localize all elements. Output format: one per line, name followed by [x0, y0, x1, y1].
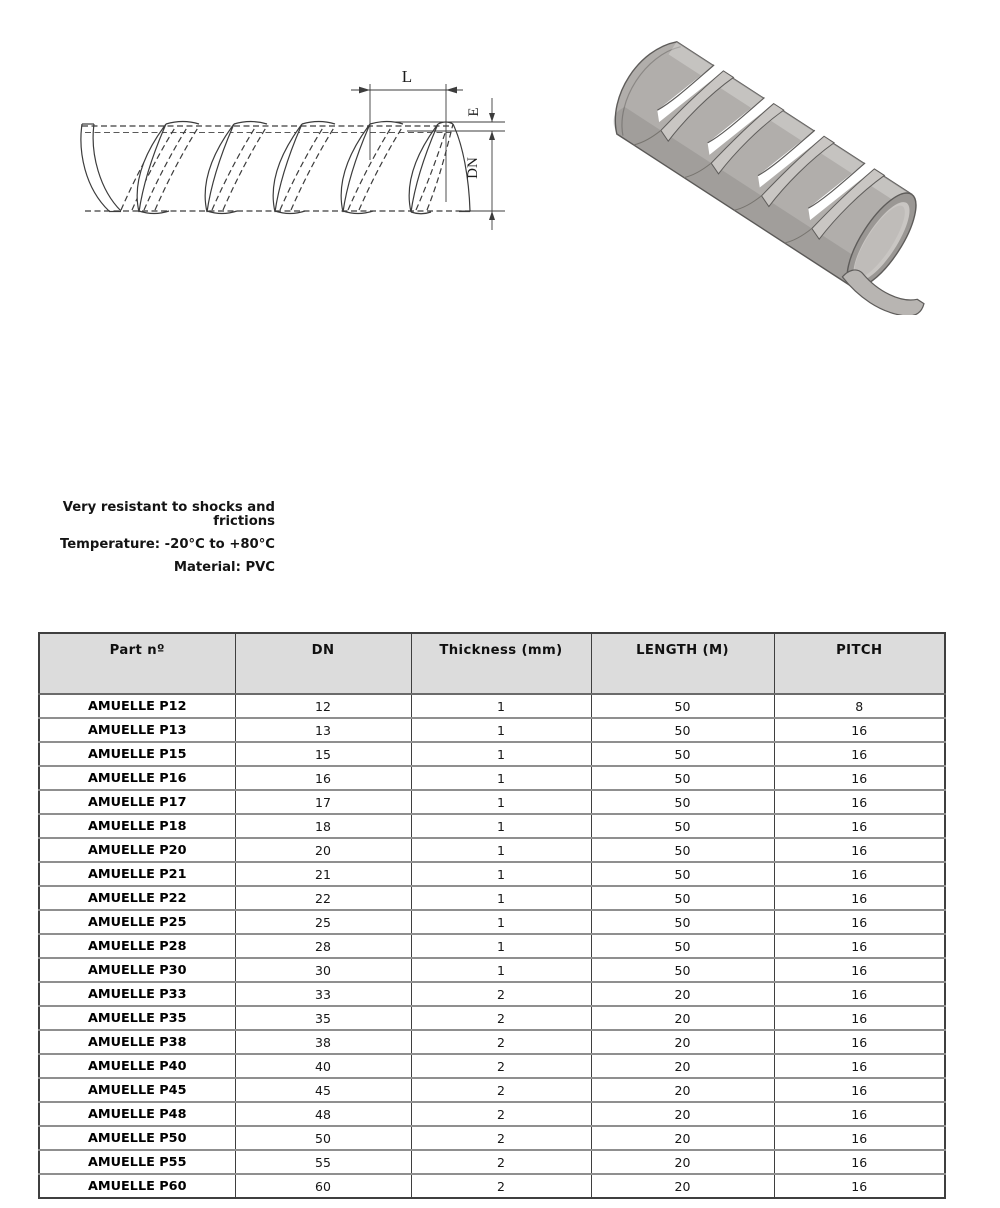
cell-pitch: 8	[774, 694, 945, 718]
cell-pitch: 16	[774, 742, 945, 766]
cell-thickness: 2	[411, 1030, 591, 1054]
cell-length: 20	[591, 1174, 774, 1198]
table-row	[39, 1102, 945, 1126]
cell-length: 50	[591, 838, 774, 862]
cell-length: 50	[591, 790, 774, 814]
cell-thickness: 1	[411, 790, 591, 814]
cell-pitch: 16	[774, 766, 945, 790]
table-row	[39, 766, 945, 790]
dim-label-l: L	[401, 67, 413, 86]
cell-thickness: 1	[411, 886, 591, 910]
cell-pitch: 16	[774, 910, 945, 934]
cell-pitch: 16	[774, 982, 945, 1006]
cell-dn: 13	[235, 718, 411, 742]
cell-dn: 15	[235, 742, 411, 766]
cell-length: 50	[591, 718, 774, 742]
col-header-part: Part nº	[39, 633, 235, 694]
cell-thickness: 1	[411, 742, 591, 766]
cell-thickness: 2	[411, 1054, 591, 1078]
cell-thickness: 2	[411, 1150, 591, 1174]
table-row	[39, 934, 945, 958]
cell-length: 20	[591, 1150, 774, 1174]
cell-pitch: 16	[774, 1174, 945, 1198]
cell-part: AMUELLE P18	[39, 814, 235, 838]
table-row	[39, 1126, 945, 1150]
cell-thickness: 1	[411, 958, 591, 982]
cell-pitch: 16	[774, 1126, 945, 1150]
cell-dn: 50	[235, 1126, 411, 1150]
resistance-line1: Very resistant to shocks and	[62, 500, 275, 515]
table-row	[39, 1006, 945, 1030]
cell-thickness: 2	[411, 1126, 591, 1150]
cell-pitch: 16	[774, 886, 945, 910]
cell-length: 50	[591, 886, 774, 910]
table-row	[39, 742, 945, 766]
table-row	[39, 838, 945, 862]
cell-thickness: 1	[411, 910, 591, 934]
table-row	[39, 1174, 945, 1198]
cell-thickness: 2	[411, 1102, 591, 1126]
cell-length: 50	[591, 766, 774, 790]
cell-length: 50	[591, 742, 774, 766]
cell-pitch: 16	[774, 862, 945, 886]
cell-pitch: 16	[774, 934, 945, 958]
cell-length: 50	[591, 910, 774, 934]
cell-part: AMUELLE P20	[39, 838, 235, 862]
cell-dn: 55	[235, 1150, 411, 1174]
cell-pitch: 16	[774, 814, 945, 838]
cell-length: 50	[591, 814, 774, 838]
resistance-note	[30, 501, 275, 529]
cell-pitch: 16	[774, 1102, 945, 1126]
cell-length: 20	[591, 1054, 774, 1078]
cell-dn: 22	[235, 886, 411, 910]
table-row	[39, 1078, 945, 1102]
cell-thickness: 2	[411, 1078, 591, 1102]
cell-part: AMUELLE P48	[39, 1102, 235, 1126]
table-row	[39, 814, 945, 838]
temperature-note: Temperature: -20°C to +80°C	[59, 537, 275, 552]
cell-dn: 21	[235, 862, 411, 886]
cell-thickness: 2	[411, 1006, 591, 1030]
cell-part: AMUELLE P15	[39, 742, 235, 766]
cell-length: 20	[591, 982, 774, 1006]
spiral-technical-drawing	[55, 60, 505, 230]
table-row	[39, 694, 945, 718]
cell-pitch: 16	[774, 958, 945, 982]
cell-part: AMUELLE P38	[39, 1030, 235, 1054]
cell-length: 20	[591, 1078, 774, 1102]
cell-dn: 40	[235, 1054, 411, 1078]
cell-dn: 48	[235, 1102, 411, 1126]
cell-length: 20	[591, 1006, 774, 1030]
cell-dn: 18	[235, 814, 411, 838]
cell-dn: 20	[235, 838, 411, 862]
table-row	[39, 1030, 945, 1054]
cell-pitch: 16	[774, 838, 945, 862]
table-row	[39, 1054, 945, 1078]
cell-dn: 38	[235, 1030, 411, 1054]
table-row	[39, 862, 945, 886]
cell-dn: 28	[235, 934, 411, 958]
cell-length: 20	[591, 1030, 774, 1054]
spec-table-header	[39, 633, 945, 694]
cell-pitch: 16	[774, 718, 945, 742]
cell-thickness: 2	[411, 982, 591, 1006]
cell-pitch: 16	[774, 1078, 945, 1102]
resistance-line2: frictions	[213, 514, 275, 529]
spec-table	[38, 632, 946, 1199]
cell-dn: 45	[235, 1078, 411, 1102]
cell-pitch: 16	[774, 790, 945, 814]
col-header-dn: DN	[235, 633, 411, 694]
cell-dn: 17	[235, 790, 411, 814]
cell-part: AMUELLE P33	[39, 982, 235, 1006]
cell-pitch: 16	[774, 1150, 945, 1174]
dim-label-e: E	[466, 107, 482, 117]
cell-dn: 25	[235, 910, 411, 934]
product-properties	[30, 501, 275, 584]
table-row	[39, 958, 945, 982]
cell-pitch: 16	[774, 1006, 945, 1030]
cell-length: 50	[591, 694, 774, 718]
cell-length: 20	[591, 1102, 774, 1126]
cell-part: AMUELLE P28	[39, 934, 235, 958]
col-header-pitch: PITCH	[774, 633, 945, 694]
cell-part: AMUELLE P45	[39, 1078, 235, 1102]
cell-thickness: 2	[411, 1174, 591, 1198]
cell-thickness: 1	[411, 694, 591, 718]
cell-dn: 33	[235, 982, 411, 1006]
cell-part: AMUELLE P35	[39, 1006, 235, 1030]
cell-part: AMUELLE P50	[39, 1126, 235, 1150]
cell-length: 50	[591, 862, 774, 886]
cell-part: AMUELLE P30	[39, 958, 235, 982]
table-row	[39, 1150, 945, 1174]
cell-part: AMUELLE P16	[39, 766, 235, 790]
cell-thickness: 1	[411, 862, 591, 886]
cell-part: AMUELLE P22	[39, 886, 235, 910]
cell-part: AMUELLE P25	[39, 910, 235, 934]
cell-length: 50	[591, 934, 774, 958]
table-row	[39, 982, 945, 1006]
cell-dn: 30	[235, 958, 411, 982]
cell-thickness: 1	[411, 934, 591, 958]
col-header-thickness: Thickness (mm)	[411, 633, 591, 694]
cell-thickness: 1	[411, 838, 591, 862]
cell-length: 50	[591, 958, 774, 982]
cell-length: 20	[591, 1126, 774, 1150]
cell-dn: 12	[235, 694, 411, 718]
cell-thickness: 1	[411, 766, 591, 790]
material-note: Material: PVC	[173, 560, 275, 575]
cell-part: AMUELLE P21	[39, 862, 235, 886]
cell-part: AMUELLE P13	[39, 718, 235, 742]
cell-pitch: 16	[774, 1054, 945, 1078]
table-row	[39, 718, 945, 742]
spiral-product-image	[565, 25, 985, 315]
cell-part: AMUELLE P60	[39, 1174, 235, 1198]
cell-dn: 60	[235, 1174, 411, 1198]
cell-thickness: 1	[411, 718, 591, 742]
dim-label-dn: DN	[465, 157, 481, 179]
spec-table-body	[39, 694, 945, 1198]
cell-part: AMUELLE P17	[39, 790, 235, 814]
col-header-length: LENGTH (M)	[591, 633, 774, 694]
table-row	[39, 886, 945, 910]
table-row	[39, 790, 945, 814]
cell-pitch: 16	[774, 1030, 945, 1054]
cell-part: AMUELLE P40	[39, 1054, 235, 1078]
cell-part: AMUELLE P12	[39, 694, 235, 718]
cell-dn: 16	[235, 766, 411, 790]
table-row	[39, 910, 945, 934]
cell-thickness: 1	[411, 814, 591, 838]
cell-dn: 35	[235, 1006, 411, 1030]
cell-part: AMUELLE P55	[39, 1150, 235, 1174]
